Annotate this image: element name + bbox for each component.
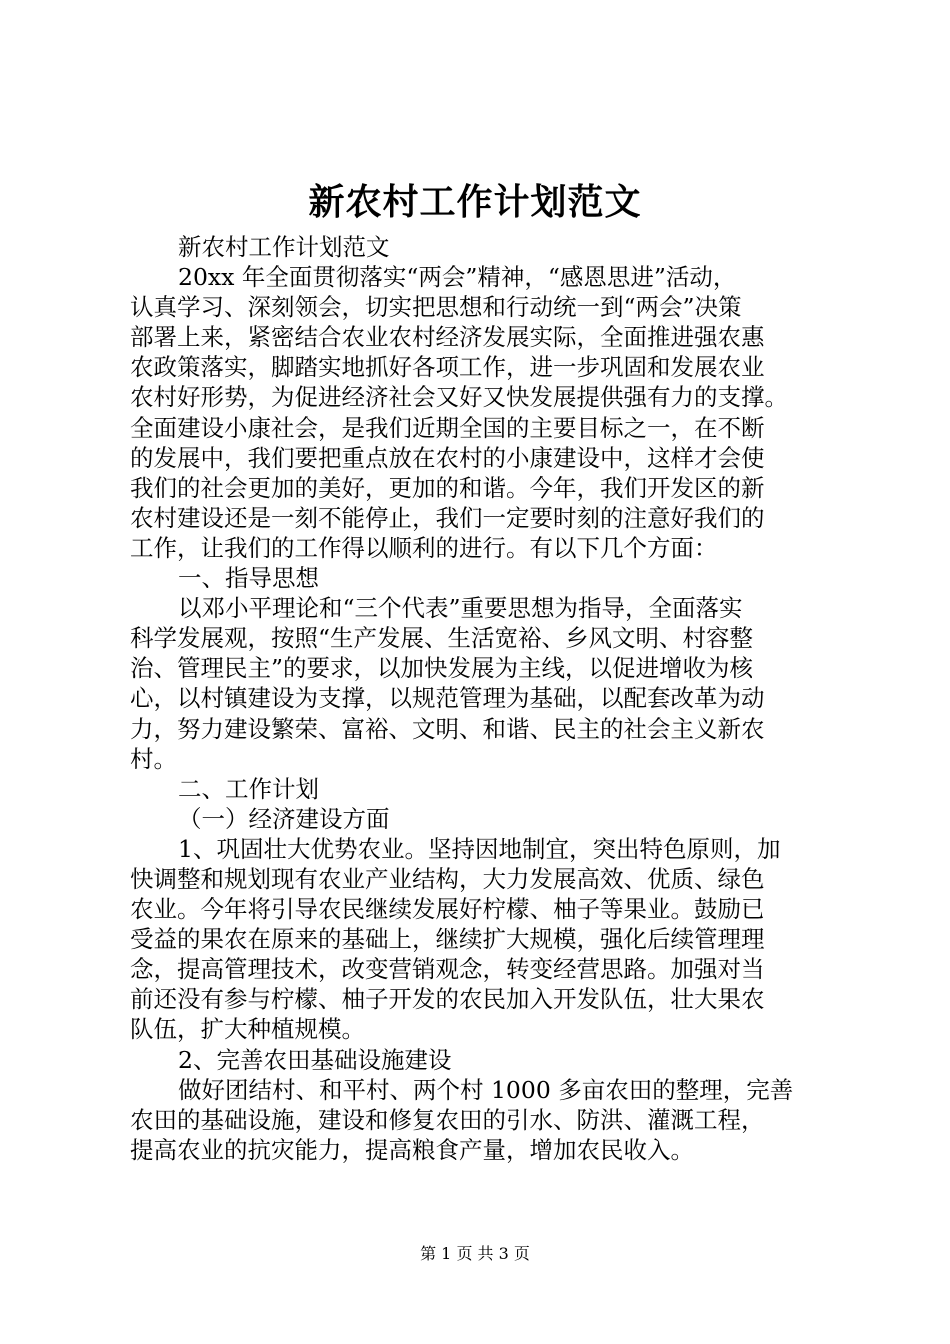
body-line: 队伍，扩大种植规模。 — [130, 1015, 365, 1044]
body-line: 前还没有参与柠檬、柚子开发的农民加入开发队伍，壮大果农 — [130, 985, 765, 1014]
body-line: 快调整和规划现有农业产业结构，大力发展高效、优质、绿色 — [130, 864, 765, 893]
body-line: 二、工作计划 — [178, 774, 319, 803]
body-line: 部署上来，紧密结合农业农村经济发展实际，全面推进强农惠 — [130, 323, 765, 352]
body-line: 我们的社会更加的美好，更加的和谐。今年，我们开发区的新 — [130, 473, 765, 502]
body-line: 做好团结村、和平村、两个村 1000 多亩农田的整理，完善 — [178, 1075, 794, 1104]
body-line: 一、指导思想 — [178, 564, 319, 593]
page-footer: 第 1 页 共 3 页 — [420, 1244, 530, 1263]
body-line: 认真学习、深刻领会，切实把思想和行动统一到“两会”决策 — [130, 293, 742, 322]
body-line: 的发展中，我们要把重点放在农村的小康建设中，这样才会使 — [130, 443, 765, 472]
body-line: 农政策落实，脚踏实地抓好各项工作，进一步巩固和发展农业 — [130, 353, 765, 382]
body-line: 农业。今年将引导农民继续发展好柠檬、柚子等果业。鼓励已 — [130, 895, 765, 924]
body-line: 1、巩固壮大优势农业。坚持因地制宜，突出特色原则，加 — [178, 834, 781, 863]
body-line: 2、完善农田基础设施建设 — [178, 1045, 452, 1074]
body-line: 全面建设小康社会，是我们近期全国的主要目标之一，在不断 — [130, 413, 765, 442]
body-line: 村。 — [130, 744, 177, 773]
body-line: 新农村工作计划范文 — [178, 233, 390, 261]
document-body — [130, 232, 830, 1165]
body-line: 念，提高管理技术，改变营销观念，转变经营思路。加强对当 — [130, 955, 765, 984]
body-line: 受益的果农在原来的基础上，继续扩大规模，强化后续管理理 — [130, 925, 765, 954]
body-line: 提高农业的抗灾能力，提高粮食产量，增加农民收入。 — [130, 1135, 694, 1164]
body-line: 工作，让我们的工作得以顺利的进行。有以下几个方面： — [130, 533, 718, 562]
body-line: 力，努力建设繁荣、富裕、文明、和谐、民主的社会主义新农 — [130, 714, 765, 743]
body-line: 农村建设还是一刻不能停止，我们一定要时刻的注意好我们的 — [130, 503, 765, 532]
body-line: 科学发展观，按照“生产发展、生活宽裕、乡风文明、村容整 — [130, 624, 754, 653]
body-line: 以邓小平理论和“三个代表”重要思想为指导，全面落实 — [178, 594, 743, 623]
body-line: 农村好形势，为促进经济社会又好又快发展提供强有力的支撑。 — [130, 383, 788, 412]
document-title: 新农村工作计划范文 — [308, 181, 642, 223]
body-line: 治、管理民主”的要求，以加快发展为主线，以促进增收为核 — [130, 654, 754, 683]
body-line: 20xx 年全面贯彻落实“两会”精神，“感恩思进”活动， — [178, 263, 737, 292]
body-line: （一）经济建设方面 — [178, 804, 390, 833]
body-line: 农田的基础设施，建设和修复农田的引水、防洪、灌溉工程， — [130, 1105, 765, 1134]
body-line: 心，以村镇建设为支撑，以规范管理为基础，以配套改革为动 — [130, 684, 765, 713]
